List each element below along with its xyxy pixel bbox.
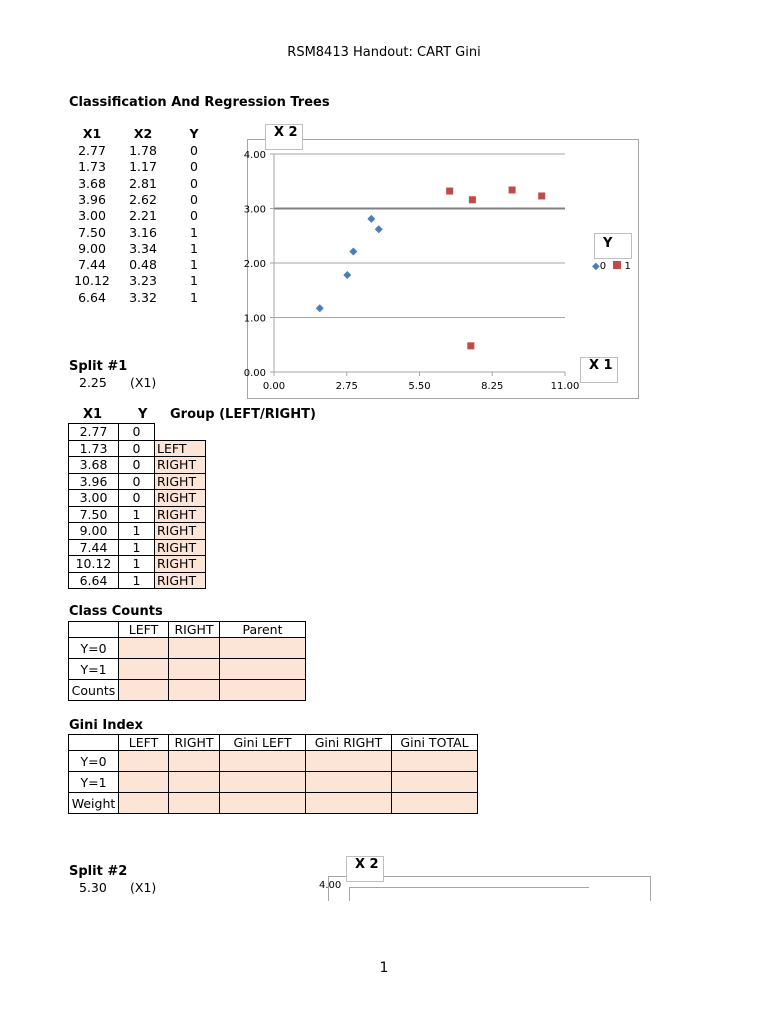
split1-value: 2.25 (79, 375, 107, 390)
cc-cell[interactable] (220, 659, 306, 680)
x-tick-label: 2.75 (335, 381, 358, 392)
data-table-cell: 2.62 (129, 191, 157, 207)
data-table-cell: 6.64 (78, 289, 106, 305)
split1-cell-x1: 3.96 (69, 473, 119, 490)
x-tick-label: 5.50 (408, 381, 431, 392)
split1-cell-group[interactable]: RIGHT (155, 556, 206, 573)
cc-cell[interactable] (119, 680, 169, 701)
data-table-cell: 3.34 (129, 240, 157, 256)
split1-cell-group[interactable]: RIGHT (155, 490, 206, 507)
table-row (69, 506, 206, 523)
data-table-cell: 1.17 (129, 159, 157, 175)
gi-row-label: Y=0 (69, 751, 119, 772)
table-row (69, 457, 206, 474)
y-tick-label: 2.00 (243, 259, 266, 270)
gi-cell[interactable] (220, 772, 306, 793)
cc-cell[interactable] (220, 638, 306, 659)
data-table-cell: 1.78 (129, 143, 157, 158)
split1-cell-y: 1 (119, 506, 155, 523)
split1-cell-x1: 3.00 (69, 490, 119, 507)
gi-cell[interactable] (306, 793, 392, 814)
page-number: 1 (379, 960, 389, 976)
split2-y-tick: 4.00 (319, 880, 342, 891)
data-table-cell: 0 (190, 208, 198, 224)
data-table-cell: 3.16 (129, 224, 157, 240)
y-tick-label: 4.00 (243, 150, 266, 161)
table-row (69, 539, 206, 556)
split1-header-x1: X1 (83, 407, 103, 422)
data-table-cell: 1.73 (78, 159, 106, 175)
split1-header-y: Y (138, 407, 148, 422)
cc-header-right: RIGHT (169, 622, 220, 638)
cc-header-parent: Parent (220, 622, 306, 638)
table-row (69, 473, 206, 490)
section-heading: Classification And Regression Trees (69, 95, 330, 110)
cc-cell[interactable] (169, 680, 220, 701)
gi-cell[interactable] (119, 772, 169, 793)
cc-cell[interactable] (119, 638, 169, 659)
cc-cell[interactable] (220, 680, 306, 701)
gi-row-label: Weight (69, 793, 119, 814)
cc-cell[interactable] (169, 659, 220, 680)
split1-cell-y: 0 (119, 424, 155, 441)
x-axis-title: X 1 (580, 357, 618, 383)
data-table-cell: 3.68 (78, 175, 106, 191)
data-point-diamond (367, 215, 375, 223)
data-table-cell: 2.81 (129, 175, 157, 191)
legend-label-1: 1 (624, 261, 631, 272)
data-table-cell: 3.32 (129, 289, 157, 305)
split1-cell-group[interactable]: RIGHT (155, 473, 206, 490)
gi-cell[interactable] (392, 751, 478, 772)
data-point-diamond (349, 248, 357, 256)
legend-square-icon (613, 261, 621, 269)
data-point-square (509, 186, 516, 193)
data-table-header-x1: X1 (82, 126, 102, 141)
split1-cell-group (155, 424, 206, 441)
split1-cell-group[interactable]: RIGHT (155, 457, 206, 474)
data-table-header-x2: X2 (133, 126, 153, 141)
gi-header-left: LEFT (119, 735, 169, 751)
data-point-square (446, 188, 453, 195)
split1-cell-group[interactable]: RIGHT (155, 523, 206, 540)
cc-row-label: Counts (69, 680, 119, 701)
data-table-cell: 0 (190, 159, 198, 175)
split2-y-axis (349, 887, 350, 901)
split1-title: Split #1 (69, 359, 128, 374)
data-table-cell: 1 (190, 257, 198, 273)
data-table-cell: 3.23 (129, 273, 157, 289)
split1-cell-x1: 6.64 (69, 572, 119, 589)
split2-gridline (349, 887, 589, 888)
gi-cell[interactable] (392, 772, 478, 793)
data-table-cell: 10.12 (74, 273, 110, 289)
split1-cell-x1: 2.77 (69, 424, 119, 441)
x-tick-label: 11.00 (550, 381, 580, 392)
y-tick-label: 1.00 (243, 313, 266, 325)
class-counts-table (68, 621, 306, 701)
data-point-diamond (316, 304, 324, 312)
split2-y-axis-title: X 2 (346, 856, 384, 882)
data-table-cell: 0 (190, 191, 198, 207)
legend-title: Y (594, 233, 632, 259)
split1-cell-x1: 1.73 (69, 440, 119, 457)
split1-cell-x1: 10.12 (69, 556, 119, 573)
data-table-cell: 1 (190, 240, 198, 256)
split1-cell-group[interactable]: RIGHT (155, 539, 206, 556)
gi-header-gini-total: Gini TOTAL (392, 735, 478, 751)
data-table-cell: 9.00 (78, 240, 106, 256)
legend-label-0: 0 (599, 261, 607, 272)
data-table-cell: 1 (190, 224, 198, 240)
cc-row-label: Y=0 (69, 638, 119, 659)
split1-cell-y: 0 (119, 440, 155, 457)
split1-cell-y: 0 (119, 490, 155, 507)
data-point-square (467, 342, 474, 349)
split1-cell-x1: 7.50 (69, 506, 119, 523)
split1-cell-group[interactable]: RIGHT (155, 506, 206, 523)
data-table-cell: 1 (190, 289, 198, 305)
data-point-square (469, 196, 476, 203)
chart-legend (592, 261, 631, 272)
split2-value: 5.30 (79, 880, 107, 895)
table-row (69, 523, 206, 540)
data-table-header-y: Y (189, 126, 199, 141)
data-table-cell: 1 (190, 273, 198, 289)
class-counts-title: Class Counts (69, 604, 163, 619)
gi-cell[interactable] (169, 751, 220, 772)
split1-cell-group[interactable]: LEFT (155, 440, 206, 457)
table-row (69, 424, 206, 441)
split2-title: Split #2 (69, 864, 128, 879)
gi-cell[interactable] (169, 772, 220, 793)
data-table-cell: 7.44 (78, 257, 106, 273)
data-table-cell: 2.77 (78, 143, 106, 158)
y-axis-title: X 2 (265, 124, 303, 150)
cc-row-label: Y=1 (69, 659, 119, 680)
data-table-cell: 0 (190, 143, 198, 158)
split1-cell-y: 1 (119, 539, 155, 556)
legend-diamond-icon: ◆ (592, 261, 600, 272)
data-point-diamond (375, 225, 383, 233)
data-table-cell: 2.21 (129, 208, 157, 224)
table-row (69, 556, 206, 573)
gini-index-title: Gini Index (69, 718, 143, 733)
gi-header-gini-left: Gini LEFT (220, 735, 306, 751)
cc-cell[interactable] (119, 659, 169, 680)
split1-cell-y: 1 (119, 556, 155, 573)
split1-header-group: Group (LEFT/RIGHT) (170, 407, 316, 422)
x-tick-label: 8.25 (481, 381, 504, 392)
gi-cell[interactable] (220, 793, 306, 814)
gi-cell[interactable] (220, 751, 306, 772)
split1-cell-y: 0 (119, 473, 155, 490)
cc-header-left: LEFT (119, 622, 169, 638)
gi-row-label: Y=1 (69, 772, 119, 793)
y-tick-label: 0.00 (243, 368, 266, 379)
gi-header-gini-right: Gini RIGHT (306, 735, 392, 751)
gi-cell[interactable] (169, 793, 220, 814)
y-tick-label: 3.00 (243, 204, 266, 216)
split1-cell-group[interactable]: RIGHT (155, 572, 206, 589)
data-table-cell: 0 (190, 175, 198, 191)
gi-cell[interactable] (306, 772, 392, 793)
gi-header-right: RIGHT (169, 735, 220, 751)
split1-cell-x1: 7.44 (69, 539, 119, 556)
table-row (69, 440, 206, 457)
data-table-cell: 7.50 (78, 224, 106, 240)
gi-cell[interactable] (119, 793, 169, 814)
data-point-diamond (343, 271, 351, 279)
split1-cell-x1: 3.68 (69, 457, 119, 474)
split2-variable: (X1) (130, 880, 157, 895)
gini-index-table (68, 734, 478, 814)
split1-cell-x1: 9.00 (69, 523, 119, 540)
split1-variable: (X1) (130, 375, 157, 390)
cc-cell[interactable] (169, 638, 220, 659)
split1-cell-y: 0 (119, 457, 155, 474)
table-row (69, 490, 206, 507)
x-tick-label: 0.00 (262, 381, 286, 392)
split1-table (68, 423, 206, 589)
gi-cell[interactable] (119, 751, 169, 772)
data-table-cell: 3.00 (78, 208, 106, 224)
data-point-square (538, 192, 545, 199)
split1-cell-y: 1 (119, 523, 155, 540)
gi-cell[interactable] (306, 751, 392, 772)
data-table-cell: 3.96 (78, 191, 106, 207)
data-table-cell: 0.48 (129, 257, 157, 273)
page-title: RSM8413 Handout: CART Gini (287, 45, 481, 60)
gi-header-blank (69, 735, 119, 751)
cc-header-blank (69, 622, 119, 638)
split1-cell-y: 1 (119, 572, 155, 589)
table-row (69, 572, 206, 589)
gi-cell[interactable] (392, 793, 478, 814)
